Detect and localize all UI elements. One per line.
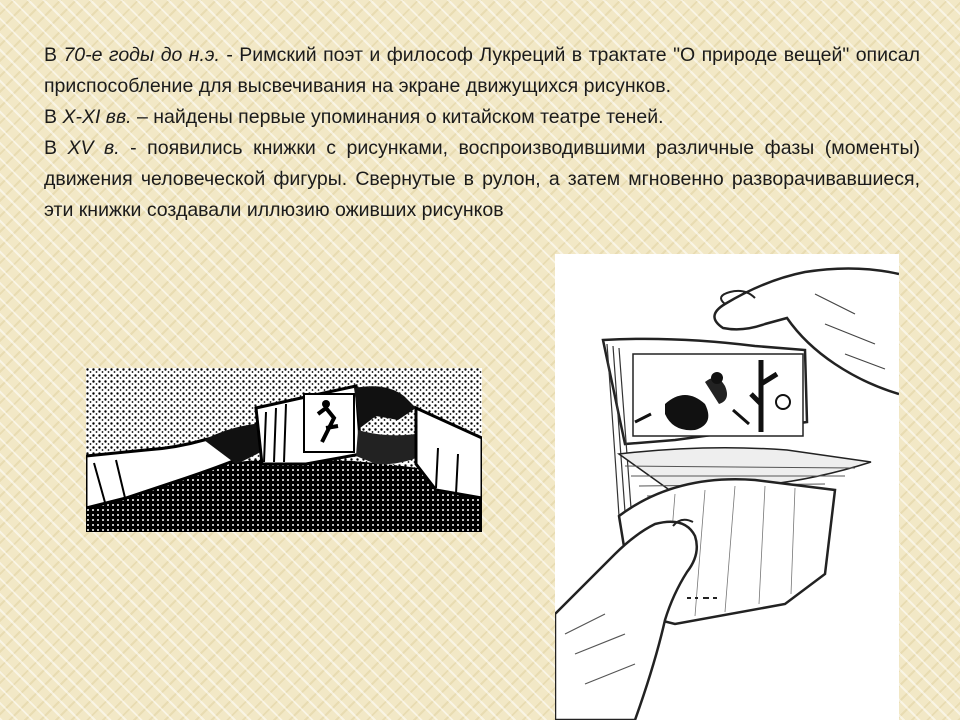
paragraph-date: 70-е годы до н.э. [63, 44, 220, 66]
paragraph-lead: В [44, 44, 64, 66]
paragraph-shadow-theatre [44, 102, 920, 133]
flip-book-hands-drawing [86, 368, 482, 532]
paragraph-lead: В [44, 137, 68, 159]
flip-book-riffle-drawing [555, 254, 899, 720]
flip-book-riffle-image [555, 254, 899, 720]
paragraph-lead: В [44, 106, 63, 128]
paragraph-flip-books [44, 133, 920, 226]
paragraph-body: – найдены первые упоминания о китайском театре теней. [131, 106, 664, 128]
slide-text [44, 40, 920, 226]
paragraph-lucretius [44, 40, 920, 102]
paragraph-body: - появились книжки с рисунками, воспроизводившими различные фазы (моменты) движения человеческой фигуры. Свернутые в рулон, а затем мгновенно разворачивавшиеся, эти книжки создавали иллюзию оживших рисунков [44, 137, 920, 221]
paragraph-body: - Римский поэт и философ Лукреций в трактате "О природе вещей" описал приспособление для высвечивания на экране движущихся рисунков. [44, 44, 920, 97]
flip-book-hands-image [86, 368, 482, 532]
paragraph-date: X-XI вв. [62, 106, 132, 128]
paragraph-date: XV в. [67, 137, 120, 159]
